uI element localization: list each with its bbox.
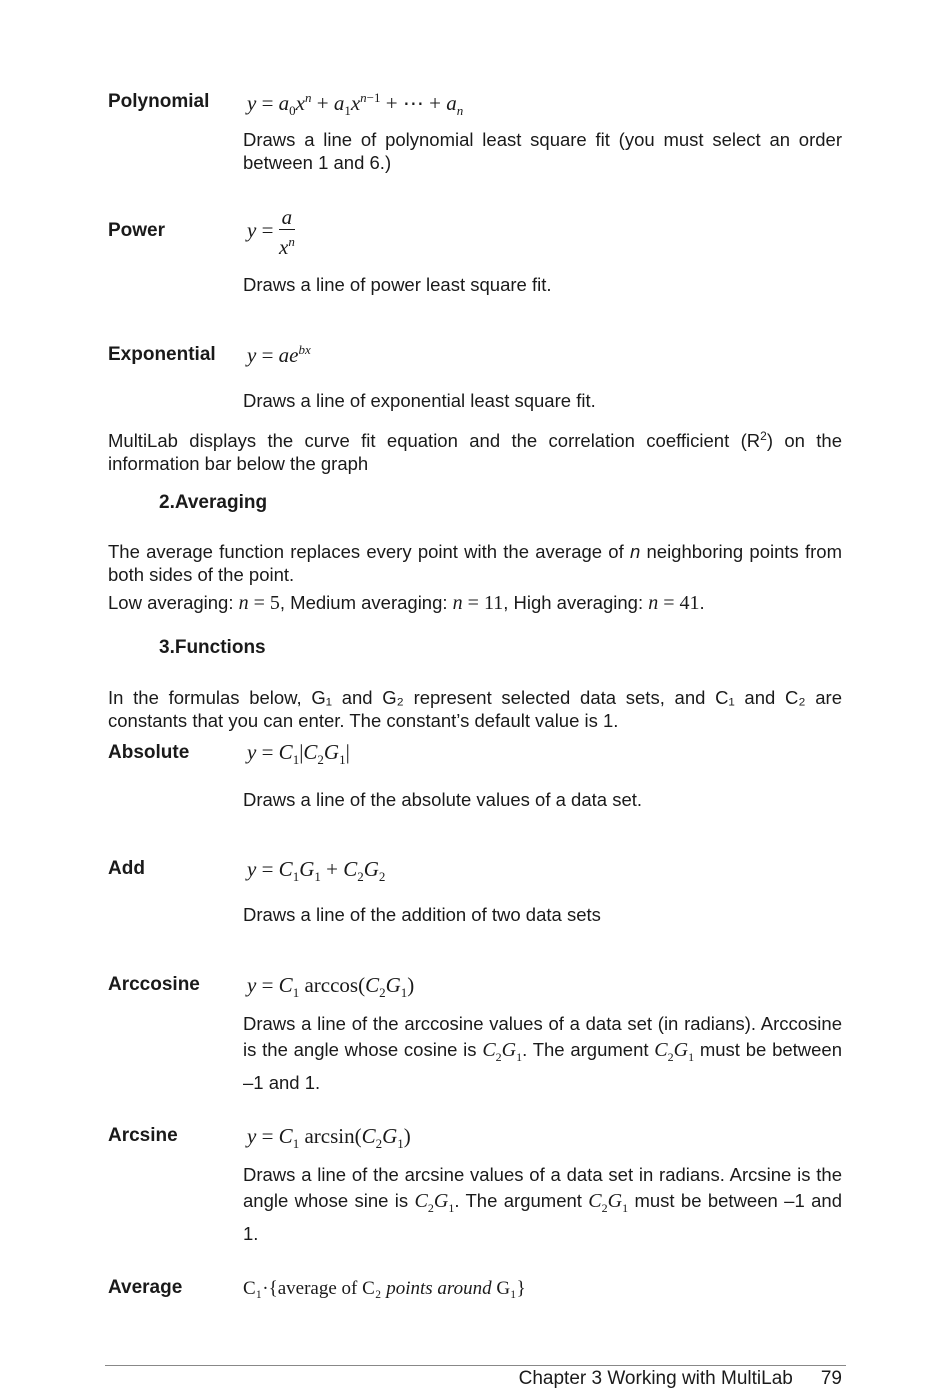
average-term: Average [108,1277,183,1298]
arcsine-term: Arcsine [108,1125,178,1146]
add-term: Add [108,858,145,879]
polynomial-description: Draws a line of polynomial least square fit (you must select an order between 1 and 6.) [243,129,842,173]
absolute-term: Absolute [108,742,190,763]
page-footer [519,1368,842,1390]
arcsine-equation: $y = C_1$ $\arcsin(C_2G_1)$ [247,1124,411,1152]
averaging-heading: 2.Averaging [159,492,268,513]
footer-rule [105,1365,846,1366]
curve-fit-note: MultiLab displays the curve fit equation and the correlation coefficient $(R^2)$ on the information bar below the graph [108,429,842,475]
power-equation: y = $\frac{a}{x^n}$ [247,205,295,259]
exponential-description: Draws a line of exponential least square fit. [243,390,596,411]
absolute-equation: $y = C_1|C_2G_1|$ [247,740,350,768]
absolute-description: Draws a line of the absolute values of a data set. [243,789,643,810]
polynomial-term: Polynomial [108,91,210,112]
power-description: Draws a line of power least square fit. [243,274,552,295]
page-number: 79 [820,1368,842,1389]
averaging-paragraph: The average function replaces every point with the average of n neighboring points from both sides of the point. [108,541,842,585]
exponential-term: Exponential [108,344,216,365]
exponential-equation: $y = ae^{bx}$ [247,342,311,367]
power-term: Power [108,220,166,241]
functions-intro: In the formulas below, G₁ and G₂ represent selected data sets, and C₁ and C₂ are constants that you can enter. The constant’s default value is 1. [108,687,842,731]
arccosine-term: Arccosine [108,974,200,995]
arccosine-equation: $y = C_1$ $\arccos(C_2G_1)$ [247,973,415,1001]
averaging-levels: Low averaging: n = 5, Medium averaging: n = 11, High averaging: n = 41. [108,592,705,614]
average-formula: C₁·{average of C₂ points around G₁} [243,1278,526,1299]
add-description: Draws a line of the addition of two data sets [243,904,601,925]
polynomial-equation: $y = a_0x^n + a_1x^{n-1}$ + ⋯ + $a_n$ [247,90,464,119]
footer-chapter: Chapter 3 Working with MultiLab [518,1368,793,1389]
add-equation: $y = C_1G_1 + C_2G_2$ [247,857,386,885]
arccosine-description: Draws a line of the arccosine values of a data set (in radians). Arccosine is the angle whose cosine is $C_2G_1$. The argument $C_2G_1$ must be between –1 and 1. [243,1013,843,1093]
functions-heading: 3.Functions [159,637,266,658]
arcsine-description: Draws a line of the arcsine values of a data set in radians. Arcsine is the angle whose sine is $C_2G_1$. The argument $C_2G_1$ must be between –1 and 1. [243,1164,842,1244]
